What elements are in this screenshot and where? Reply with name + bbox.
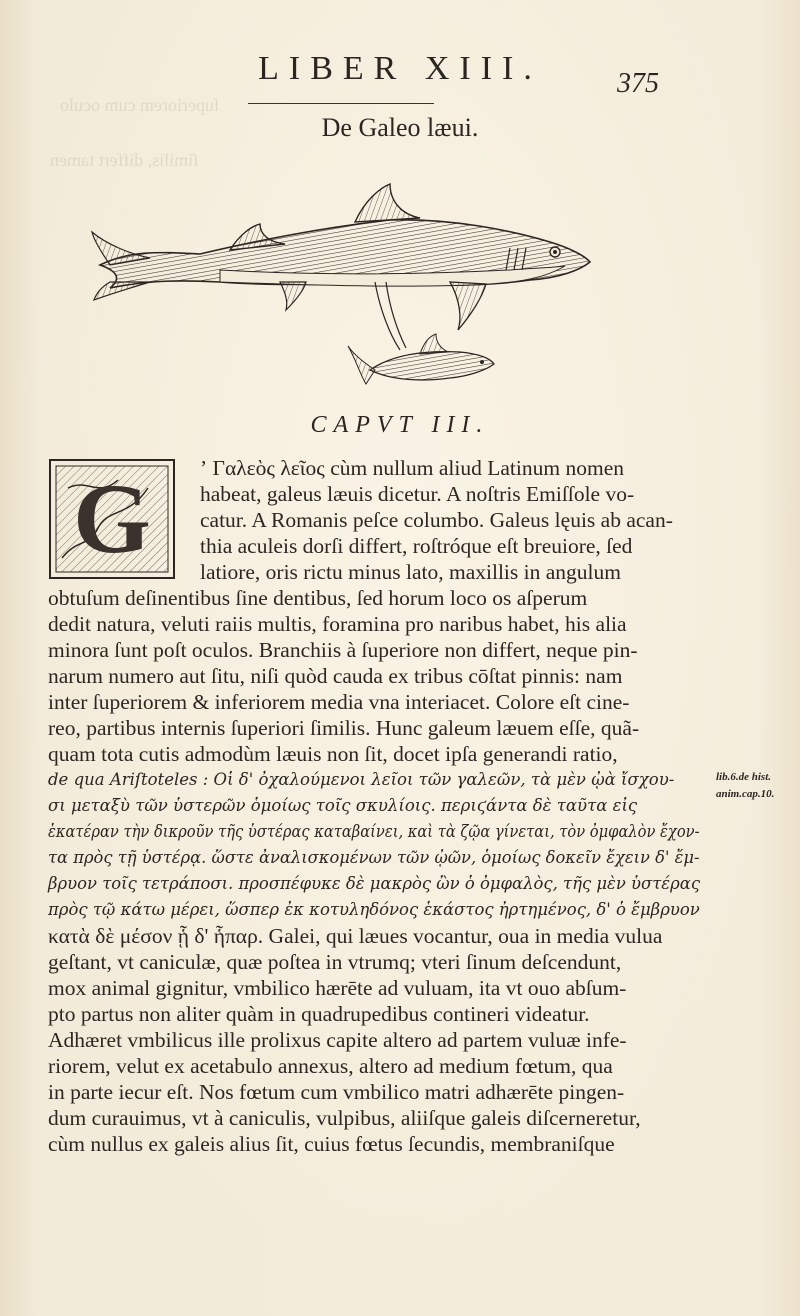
- section-title: De Galeo læui.: [321, 113, 479, 142]
- text-line: obtuſum deſinentibus ſine dentibus, ſed horum loco os aſperum: [48, 586, 588, 610]
- shark-woodcut-illustration: [90, 170, 600, 390]
- marginal-note-line: lib.6.de hist.: [716, 771, 772, 783]
- text-line: pto partus non aliter quàm in quadrupedibus contineri videatur.: [48, 1002, 590, 1026]
- text-line: minora ſunt poſt oculos. Branchiis à ſuperiore non differt, neque pin-: [48, 638, 638, 662]
- text-line: dedit natura, veluti raiis multis, foramina pro naribus habet, his alia: [48, 612, 627, 636]
- text-line: Adhæret vmbilicus ille prolixus capite altero ad partem vuluæ infe-: [48, 1028, 627, 1052]
- text-line: βρυον τοῖς τετράποσι. προσπέφυκε δὲ μακρὸς ὢν ὁ ὀμφαλὸς, τῆς μὲν ὑστέρας: [48, 874, 701, 893]
- tail-fin: [92, 232, 150, 265]
- text-line: σι μεταξὺ τῶν ὑστερῶν ὁμοίως τοῖς σκυλίοις. περιϛάντα δὲ ταῦτα εἰς: [48, 796, 638, 815]
- text-line: de qua Ariſtoteles : Οἱ δ' ὀχαλούμενοι λεῖοι τῶν γαλεῶν, τὰ μὲν ᾠὰ ἴσχου-: [48, 770, 675, 789]
- pelvic-fin: [280, 282, 306, 310]
- text-line: catur. A Romanis peſce columbo. Galeus lęuis ab acan-: [200, 508, 673, 532]
- text-line: geſtant, vt caniculæ, quæ poſtea in vtrumq; vteri ſinum deſcendunt,: [48, 950, 622, 974]
- pectoral-fin: [450, 282, 486, 330]
- text-line: πρὸς τῷ κάτω μέρει, ὥσπερ ἐκ κοτυληδόνος ἑκάστος ἠρτημένος, δ' ὁ ἔμβρυον: [48, 900, 700, 919]
- text-line: narum numero aut ſitu, niſi quòd cauda ex tribus cōſtat pinnis: nam: [48, 664, 623, 688]
- chapter-heading: CAPVT III.: [310, 412, 490, 438]
- text-line: quam tota cutis admodùm læuis non ſit, docet ipſa generandi ratio,: [48, 742, 618, 766]
- text-line: dum curauimus, vt à caniculis, vulpibus, aliiſque galeis diſcerneretur,: [48, 1106, 641, 1130]
- initial-letter: G: [73, 463, 151, 574]
- text-line: riorem, velut ex acetabulo annexus, altero ad medium fœtum, qua: [48, 1054, 613, 1078]
- text-line: τα πρὸς τῇ ὑστέρᾳ. ὥστε ἀναλισκομένων τῶν ᾠῶν, ὁμοίως δοκεῖν ἔχειν δ' ἔμ-: [48, 848, 700, 867]
- page-number: 375: [617, 68, 659, 99]
- marginal-note: [716, 788, 774, 800]
- head-rule: [248, 103, 434, 104]
- text-line: inter ſuperiorem & inferiorem media vna interiacet. Colore eſt cine-: [48, 690, 630, 714]
- bleed-through-text: ſimilis, differt tamen: [50, 150, 199, 170]
- tail-fin-lower: [94, 282, 150, 300]
- text-line: κατὰ δὲ μέσον ᾗ δ' ἧπαρ. Galei, qui læues vocantur, oua in media vulua: [48, 924, 663, 948]
- text-line: latiore, oris rictu minus lato, maxillis in angulum: [200, 560, 621, 584]
- text-line: mox animal gignitur, vmbilico hærēte ad vuluam, ita vt ouo abſum-: [48, 976, 627, 1000]
- marginal-note-line: anim.cap.10.: [716, 788, 775, 800]
- fetus-body: [370, 352, 494, 380]
- fetus-tail: [348, 346, 375, 384]
- umbilical-cord: [375, 282, 406, 350]
- fetus-fin: [420, 334, 448, 354]
- text-line: thia aculeis dorſi differt, roſtróque eſt breuiore, ſed: [200, 534, 633, 558]
- bleed-through-text: ſuperiorem cum oculo: [60, 95, 219, 115]
- running-head: LIBER XIII.: [258, 50, 542, 87]
- marginal-note: [716, 771, 771, 783]
- dorsal-fin-front: [355, 184, 420, 222]
- text-line: ʼ Γαλεὸς λεῖος cùm nullum aliud Latinum nomen: [200, 456, 624, 480]
- text-line: reo, partibus internis ſuperiori ſimilis. Hunc galeum læuem eſſe, quã-: [48, 716, 640, 740]
- text-line: ἑκατέραν τὴν δικροῦν τῆς ὑστέρας καταβαίνει, καὶ τὰ ζῷα γίνεται, τὸν ὀμφαλὸν ἔχον-: [48, 822, 700, 841]
- text-line: in parte iecur eſt. Nos fœtum cum vmbilico matri adhærēte pingen-: [48, 1080, 625, 1104]
- text-line: habeat, galeus læuis dicetur. A noſtris Emiſſole vo-: [200, 482, 635, 506]
- text-line: cùm nullus ex galeis alius ſit, cuius fœtus ſecundis, membraniſque: [48, 1132, 615, 1156]
- decorated-initial: [48, 458, 176, 580]
